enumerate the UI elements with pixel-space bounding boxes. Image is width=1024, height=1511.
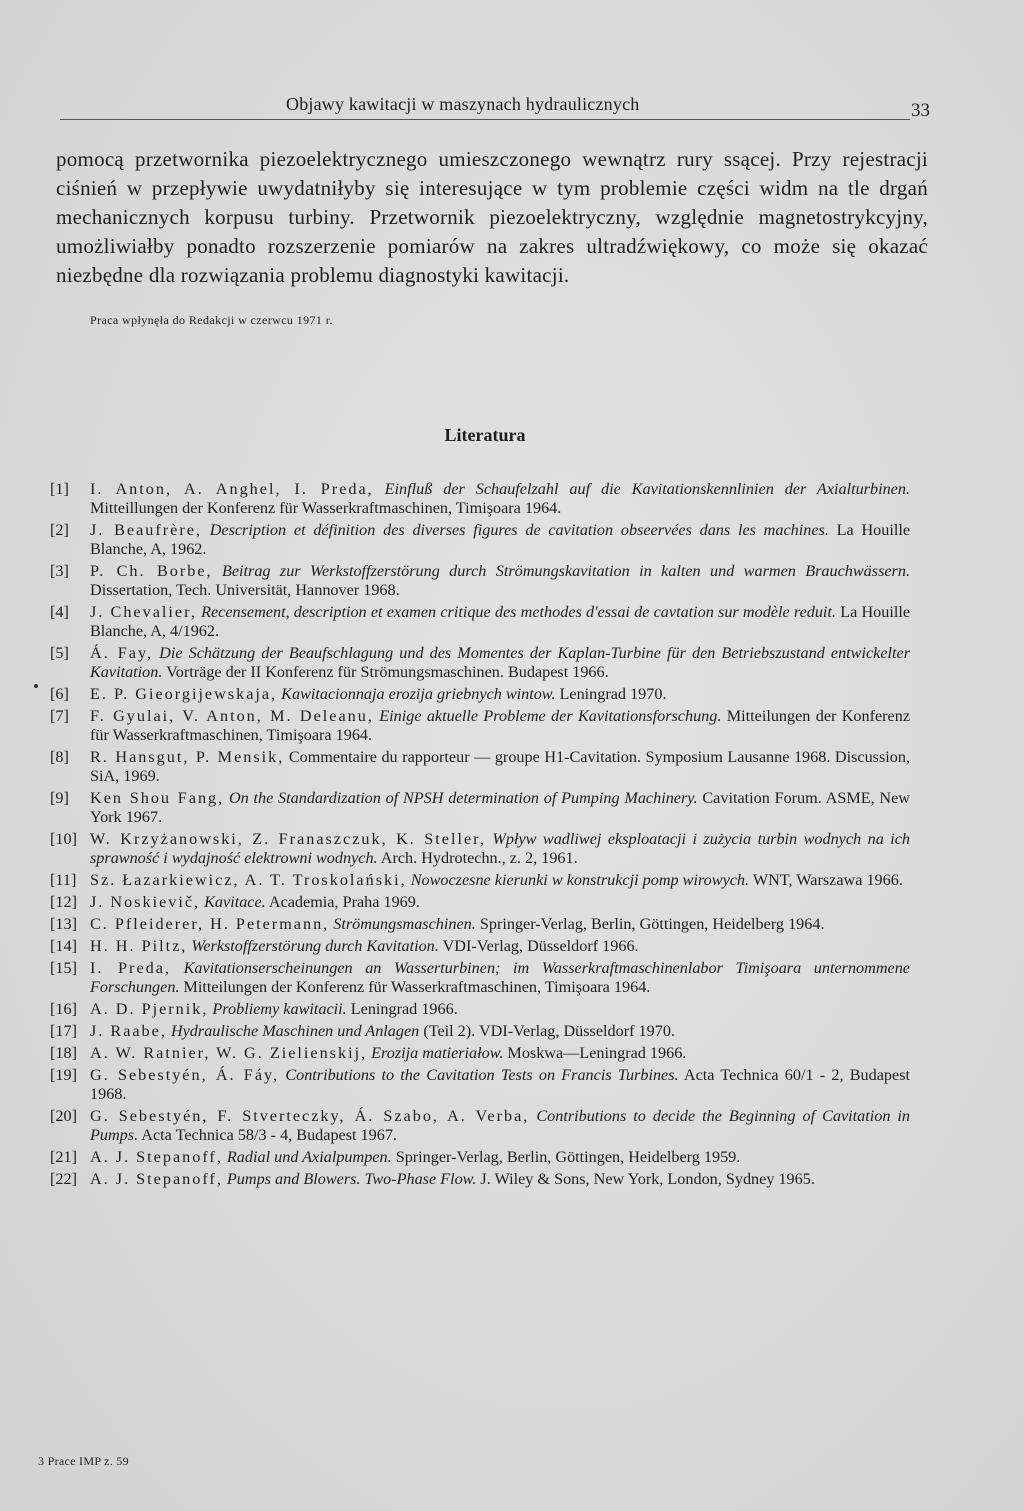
reference-details: Mitteilungen der Konferenz für Wasserkraftmaschinen, Timişoara 1964. <box>90 707 911 744</box>
reference-item <box>50 915 910 934</box>
reference-authors: J. Beaufrère, <box>90 521 202 539</box>
reference-details: Academia, Praha 1969. <box>268 893 420 911</box>
reference-details: Leningrad 1966. <box>350 1000 458 1018</box>
reference-authors: R. Hansgut, P. Mensik, <box>90 748 285 766</box>
margin-dot <box>34 684 38 688</box>
reference-number: [16] <box>50 1000 77 1018</box>
reference-details: (Teil 2). VDI-Verlag, Düsseldorf 1970. <box>423 1022 675 1040</box>
reference-details: Mitteilungen der Konferenz für Wasserkraftmaschinen, Timişoara 1964. <box>183 978 651 996</box>
reference-title: Die Schätzung der Beaufschlagung und des Momentes der Kaplan-Turbine für den Betriebszustand entwickelter Kavitation. <box>90 644 911 681</box>
reference-authors: W. Krzyżanowski, Z. Franaszczuk, K. Steller, <box>90 830 486 848</box>
reference-number: [18] <box>50 1044 77 1062</box>
reference-details: La Houille Blanche, A, 1962. <box>90 521 911 558</box>
reference-title: Contributions to the Cavitation Tests on Francis Turbines. <box>285 1066 679 1084</box>
reference-list <box>50 480 910 1192</box>
reference-title: Hydraulische Maschinen und Anlagen <box>170 1022 420 1040</box>
reference-authors: F. Gyulai, V. Anton, M. Deleanu, <box>90 707 374 725</box>
reference-number: [10] <box>50 830 77 848</box>
reference-title: Beitrag zur Werkstoffzerstörung durch Strömungskavitation in kalten und warmen Brauchwässern. <box>221 562 910 580</box>
section-heading: Literatura <box>444 425 526 445</box>
reference-details: La Houille Blanche, A, 4/1962. <box>90 603 911 640</box>
reference-authors: Sz. Łazarkiewicz, A. T. Troskolański, <box>90 871 407 889</box>
reference-number: [12] <box>50 893 77 911</box>
reference-number: [17] <box>50 1022 77 1040</box>
reference-number: [11] <box>50 871 77 889</box>
body-paragraph: pomocą przetwornika piezoelektrycznego umieszczonego wewnątrz rury ssącej. Przy rejestracji ciśnień w przepływie uwydatniłyby się interesujące w tym problemie części widm na tle drgań mechanicznych korpusu turbiny. Przetwornik piezoelektryczny, względnie magnetostrykcyjny, umożliwiałby ponadto rozszerzenie pomiarów na zakres ultradźwiękowy, co może się okazać niezbędne dla rozwiązania problemu diagnostyki kawitacji. <box>56 147 928 287</box>
reference-number: [22] <box>50 1170 77 1188</box>
reference-item <box>50 1066 910 1104</box>
reference-authors: A. D. Pjernik, <box>90 1000 209 1018</box>
reference-number: [15] <box>50 959 77 977</box>
reference-authors: I. Preda, <box>90 959 171 977</box>
reference-number: [20] <box>50 1107 77 1125</box>
reference-authors: J. Raabe, <box>90 1022 167 1040</box>
reference-title: Kavitace. <box>204 893 266 911</box>
reference-title: Erozija matieriałow. <box>371 1044 504 1062</box>
reference-item <box>50 707 910 745</box>
received-note: Praca wpłynęła do Redakcji w czerwcu 1971 r. <box>90 313 333 327</box>
reference-title: Probliemy kawitacii. <box>212 1000 347 1018</box>
reference-number: [5] <box>50 644 69 662</box>
reference-item <box>50 562 910 600</box>
reference-authors: P. Ch. Borbe, <box>90 562 213 580</box>
reference-item <box>50 1107 910 1145</box>
reference-authors: E. P. Gieorgijewskaja, <box>90 685 278 703</box>
reference-title: Nowoczesne kierunki w konstrukcji pomp wirowych. <box>410 871 750 889</box>
footer-signature: 3 Prace IMP z. 59 <box>38 1454 129 1468</box>
reference-item <box>50 893 910 912</box>
reference-title: Radial und Axialpumpen. <box>226 1148 392 1166</box>
reference-title: On the Standardization of NPSH determination of Pumping Machinery. <box>228 789 698 807</box>
reference-details: Acta Technica 60/1 - 2, Budapest 1968. <box>90 1066 910 1103</box>
running-title: Objawy kawitacji w maszynach hydraulicznych <box>286 94 640 114</box>
reference-title: Einfluß der Schaufelzahl auf die Kavitationskennlinien der Axialturbinen. <box>384 480 910 498</box>
reference-number: [19] <box>50 1066 77 1084</box>
reference-title: Pumps and Blowers. Two-Phase Flow. <box>226 1170 477 1188</box>
reference-title: Contributions to decide the Beginning of Cavitation in Pumps. <box>90 1107 911 1144</box>
reference-authors: Ken Shou Fang, <box>90 789 225 807</box>
reference-details: Arch. Hydrotechn., z. 2, 1961. <box>380 849 578 867</box>
reference-authors: A. J. Stepanoff, <box>90 1170 223 1188</box>
reference-details: Dissertation, Tech. Universität, Hannover 1968. <box>90 581 400 599</box>
reference-details: Leningrad 1970. <box>559 685 667 703</box>
reference-item <box>50 748 910 786</box>
reference-title: Wpływ wadliwej eksploatacji i zużycia turbin wodnych na ich sprawność i wydajność elektrowni wodnych. <box>90 830 911 867</box>
reference-details: Cavitation Forum. ASME, New York 1967. <box>90 789 910 826</box>
reference-item <box>50 871 910 890</box>
reference-authors: A. W. Ratnier, W. G. Zielienskij, <box>90 1044 368 1062</box>
reference-item <box>50 480 910 518</box>
reference-item <box>50 521 910 559</box>
reference-authors: G. Sebestyén, Á. Fáy, <box>90 1066 280 1084</box>
reference-number: [14] <box>50 937 77 955</box>
reference-item <box>50 685 910 704</box>
reference-item <box>50 830 910 868</box>
reference-number: [21] <box>50 1148 77 1166</box>
reference-authors: I. Anton, A. Anghel, I. Preda, <box>90 480 374 498</box>
reference-authors: C. Pfleiderer, H. Petermann, <box>90 915 330 933</box>
reference-details: Springer-Verlag, Berlin, Göttingen, Heidelberg 1964. <box>479 915 825 933</box>
reference-details: J. Wiley & Sons, New York, London, Sydney 1965. <box>480 1170 815 1188</box>
reference-details: Moskwa—Leningrad 1966. <box>507 1044 687 1062</box>
reference-title: Einige aktuelle Probleme der Kavitationsforschung. <box>379 707 722 725</box>
reference-item <box>50 937 910 956</box>
reference-item <box>50 1022 910 1041</box>
header-rule <box>60 119 910 120</box>
reference-item <box>50 603 910 641</box>
reference-title: Recensement, description et examen critique des methodes d'essai de cavtation sur modèle reduit. <box>201 603 836 621</box>
reference-authors: J. Noskievič, <box>90 893 201 911</box>
reference-details: Mitteillungen der Konferenz für Wasserkraftmaschinen, Timişoara 1964. <box>90 499 562 517</box>
reference-title: Strömungsmaschinen. <box>333 915 476 933</box>
reference-number: [6] <box>50 685 69 703</box>
reference-number: [7] <box>50 707 69 725</box>
reference-authors: J. Chevalier, <box>90 603 197 621</box>
reference-details: VDI-Verlag, Düsseldorf 1966. <box>442 937 639 955</box>
running-header <box>60 92 930 122</box>
reference-title: Kawitacionnaja erozija griebnych wintow. <box>281 685 556 703</box>
reference-title: Werkstoffzerstörung durch Kavitation. <box>191 937 439 955</box>
page-number: 33 <box>911 100 930 121</box>
reference-details: Commentaire du rapporteur — groupe H1-Cavitation. Symposium Lausanne 1968. Discussion, SiA, 1969. <box>90 748 910 785</box>
reference-item <box>50 1148 910 1167</box>
reference-authors: G. Sebestyén, F. Stverteczky, Á. Szabo, A. Verba, <box>90 1107 530 1125</box>
reference-item <box>50 644 910 682</box>
reference-item <box>50 959 910 997</box>
reference-details: WNT, Warszawa 1966. <box>752 871 903 889</box>
reference-item <box>50 1044 910 1063</box>
reference-number: [13] <box>50 915 77 933</box>
reference-authors: Á. Fay, <box>90 644 154 662</box>
reference-number: [9] <box>50 789 69 807</box>
reference-number: [3] <box>50 562 69 580</box>
reference-details: Vorträge der II Konferenz für Strömungsmaschinen. Budapest 1966. <box>166 663 609 681</box>
reference-details: Acta Technica 58/3 - 4, Budapest 1967. <box>141 1126 397 1144</box>
reference-number: [2] <box>50 521 69 539</box>
reference-title: Kavitationserscheinungen an Wasserturbinen; im Wasserkraftmaschinenlabor Timişoara unternommene Forschungen. <box>90 959 910 996</box>
reference-item <box>50 789 910 827</box>
reference-number: [8] <box>50 748 69 766</box>
reference-number: [1] <box>50 480 69 498</box>
reference-authors: H. H. Piltz, <box>90 937 188 955</box>
reference-number: [4] <box>50 603 69 621</box>
reference-details: Springer-Verlag, Berlin, Göttingen, Heidelberg 1959. <box>395 1148 741 1166</box>
reference-authors: A. J. Stepanoff, <box>90 1148 223 1166</box>
reference-title: Description et définition des diverses figures de cavitation obseervées dans les machines. <box>209 521 829 539</box>
reference-item <box>50 1000 910 1019</box>
reference-item <box>50 1170 910 1189</box>
